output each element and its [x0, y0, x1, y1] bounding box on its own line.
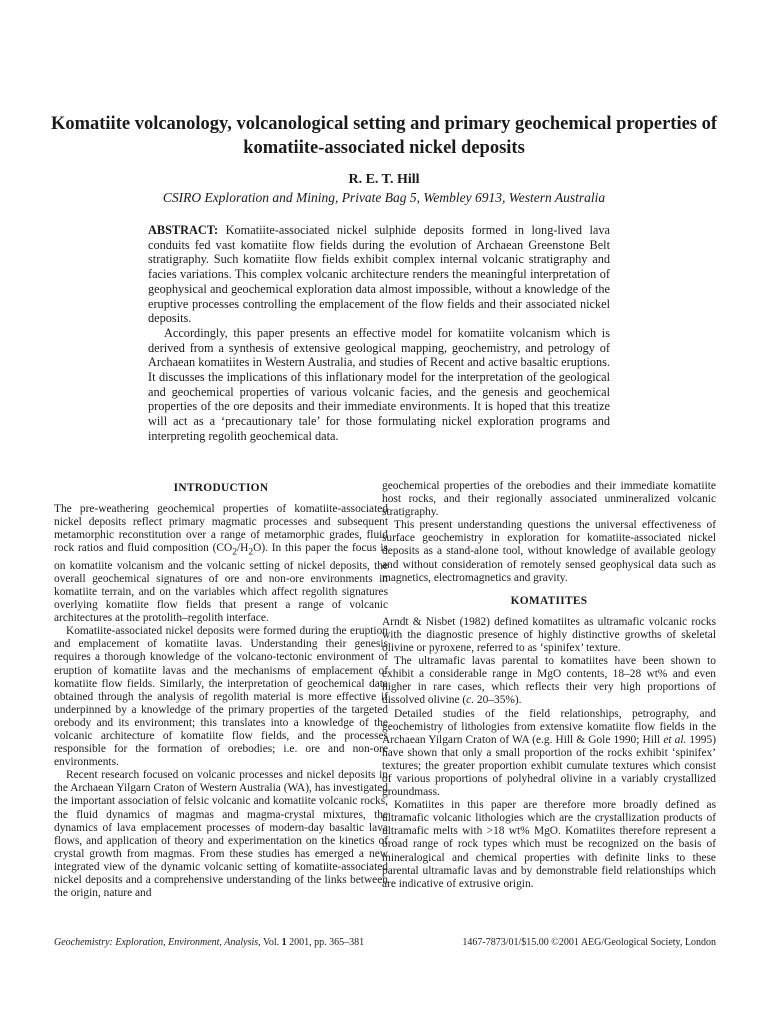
author-affiliation: CSIRO Exploration and Mining, Private Bag 5, Wembley 6913, Western Australia — [162, 190, 606, 205]
intro-continuation: geochemical properties of the orebodies and their immediate komatiite host rocks, and their regionally associated unmineralized volcanic stratigraphy. — [382, 480, 716, 519]
subscript-2: 2 — [248, 547, 254, 558]
right-column — [382, 480, 716, 891]
intro-paragraph-4: This present understanding questions the universal effectiveness of surface geochemistry in exploration for komatiite-associated nickel deposits as a stand-alone tool, without knowledge of available geology and without consideration of remotely sensed geophysical data such as magnetics, electromagnetics and gravity. — [382, 519, 716, 584]
kp3-part-a: Detailed studies of the field relationships, petrography, and geochemistry of lithologies from extensive komatiite flow fields in the Archaean Yilgarn Craton of WA (e.g. Hill & Gole 1990; Hill — [382, 707, 716, 746]
intro-paragraph-2: Komatiite-associated nickel deposits were formed during the eruption and emplacement of komatiite lavas. Understanding their genesis requires a thorough knowledge of the volcano-tectonic environment of eruption of komatiite lavas and the mechanisms of emplacement of komatiite flow fields. Similarly, the interpretation of geochemical data obtained through the analysis of regolith material is more effective if underpinned by a knowledge of the primary properties of the targeted orebody and its environment; this translates into a knowledge of the volcanic architecture of komatiite flow fields, and the processes responsible for the formation of orebodies; i.e. ore and non-ore environments. — [54, 625, 388, 769]
intro-p1-part-b: O). In this paper the focus is on komatiite volcanism and the volcanic setting of nickel deposits, the overall geochemical signatures of ore and non-ore environments in komatiite terrain, and on the variables which affect regolith signatures overlying komatiite flow fields that present a range of volcanic architectures at the protolith–regolith interface. — [54, 542, 388, 625]
volume-number: 1 — [281, 937, 287, 948]
komatiites-paragraph-1: Arndt & Nisbet (1982) defined komatiites as ultramafic volcanic rocks with the diagnostic presence of highly distinctive growths of skeletal olivine or pyroxene, referred to as ‘spinifex’ texture. — [382, 615, 716, 655]
section-heading-komatiites: KOMATIITES — [510, 594, 588, 607]
komatiites-paragraph-3 — [382, 708, 716, 800]
abstract-paragraph-2: Accordingly, this paper presents an effective model for komatiite volcanism which is derived from a synthesis of extensive geological mapping, geochemistry, and petrology of Archaean komatiites in Western Australia, and studies of Recent and active basaltic eruptions. It discusses the implications of this inflationary model for the interpretation of the geological and geochemical properties of various volcanic facies, and the genesis and geochemical properties of the ore deposits and their immediate environments. It is hoped that this treatize will act as a ‘precautionary tale’ for those formulating nickel exploration programs and interpreting regolith geochemical data. — [148, 325, 610, 443]
abstract — [148, 223, 610, 444]
abstract-paragraph-1 — [148, 223, 610, 326]
circa-italic: c. — [466, 694, 475, 707]
abstract-label: ABSTRACT: — [148, 223, 219, 237]
kp2-part-a: The ultramafic lavas parental to komatiites have been shown to exhibit a considerable range in MgO contents, 18–28 wt% and even higher in rare cases, which reflects their very high proportions of dissolved olivine ( — [382, 655, 716, 707]
intro-paragraph-3: Recent research focused on volcanic processes and nickel deposits in the Archaean Yilgarn Craton of Western Australia (WA), has investigated the important association of felsic volcanic and komatiite volcanic rocks, the fluid dynamics of magmas and magma-crystal mixtures, the dynamics of lava emplacement processes of modern-day basaltic lava flows, and application of theory and experimentation on the kinetics of crystal growth from magmas. From these studies has emerged a new integrated view of the dynamic volcanic setting of komatiite-associated nickel deposits and a comprehensive understanding of the links between the origin, nature and — [54, 769, 388, 900]
slash-h: /H — [236, 542, 249, 555]
left-column — [54, 480, 388, 900]
vol-label: , Vol. — [258, 937, 282, 948]
journal-name: Geochemistry: Exploration, Environment, Analysis — [54, 937, 259, 948]
kp3-part-b: 1995) have shown that only a small proportion of the rocks exhibit ‘spinifex’ textures; the greater proportion exhibit cumulate textures which consist of various proportions of polyhedral olivine in a variably crystallized groundmass. — [382, 733, 716, 799]
et-al-italic: et al. — [663, 733, 687, 746]
intro-paragraph-1 — [54, 503, 388, 625]
footer-copyright: 1467-7873/01/$15.00 ©2001 AEG/Geological Society, London — [462, 937, 716, 948]
komatiites-paragraph-4: Komatiites in this paper are therefore more broadly defined as ultramafic volcanic lithologies which are the crystallization products of ultramafic melts with >18 wt% MgO. Komatiites therefore represent a broad range of rock types which must be recognized on the basis of mineralogical and chemical properties with definite links to these parental ultramafic lavas and by demonstrable field relationships which are indicative of extrusive origin. — [382, 799, 716, 890]
pages-text: 2001, pp. 365–381 — [286, 937, 365, 948]
paper-title: Komatiite volcanology, volcanological setting and primary geochemical properties of komatiite-associated nickel deposits — [50, 114, 718, 158]
subscript-2: 2 — [232, 547, 237, 558]
intro-p1-part-a: The pre-weathering geochemical properties of komatiite-associated nickel deposits reflect primary magmatic processes and subsequent metamorphic reconstitution over a range of metamorphic grades, fluid rock ratios and fluid composition (CO — [54, 503, 388, 555]
footer-citation — [54, 937, 364, 949]
kp2-part-b: 20–35%). — [474, 694, 522, 707]
abstract-text-1: Komatiite-associated nickel sulphide deposits formed in long-lived lava conduits fed vast komatiite flow fields during the evolution of Archaean Greenstone Belt stratigraphy. Such komatiite flow fields exhibit complex internal volcanic stratigraphy and facies variations. This complex volcanic architecture renders the meaningful interpretation of geophysical and geochemical exploration data almost impossible, without a knowledge of the eruptive processes controlling the emplacement of the flow fields and their associated nickel deposits. — [148, 223, 610, 326]
komatiites-paragraph-2 — [382, 655, 716, 707]
section-heading-introduction: INTRODUCTION — [173, 482, 269, 494]
author-name: R. E. T. Hill — [348, 172, 420, 187]
